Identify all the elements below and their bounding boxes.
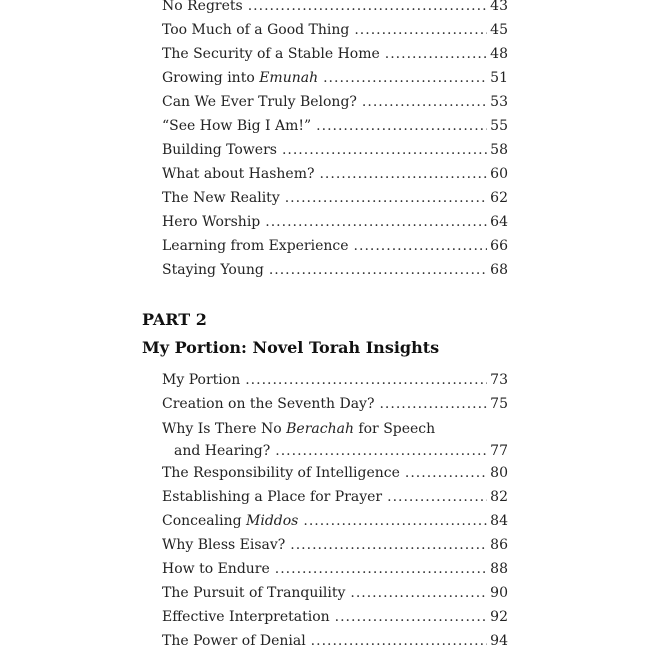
toc-entry-title: The Power of Denial: [162, 633, 306, 649]
toc-entry: [162, 533, 508, 557]
toc-leader-dots: [311, 629, 488, 650]
toc-leader-dots: [362, 90, 487, 114]
toc-leader-dots: [323, 66, 487, 90]
toc-page-number: 90: [490, 585, 508, 601]
toc-leader-dots: [405, 461, 487, 485]
toc-entry: [162, 509, 508, 533]
toc-entry: [162, 66, 508, 90]
toc-page-number: 51: [490, 70, 508, 86]
toc-entry-title: Creation on the Seventh Day?: [162, 396, 375, 412]
toc-entry: [162, 138, 508, 162]
toc-leader-dots: [335, 605, 488, 629]
toc-page-number: 58: [490, 142, 508, 158]
toc-leader-dots: [303, 509, 487, 533]
toc-leader-dots: [248, 0, 487, 18]
toc-entry-title: What about Hashem?: [162, 166, 315, 182]
toc-page-number: 84: [490, 513, 508, 529]
toc-leader-dots: [245, 368, 487, 392]
toc-entry: [162, 557, 508, 581]
toc-page-number: 77: [490, 443, 508, 459]
toc-entry: [162, 162, 508, 186]
toc-page-number: 66: [490, 238, 508, 254]
toc-entry-title: Staying Young: [162, 262, 264, 278]
toc-entry: [162, 485, 508, 509]
toc-entry-title: The Security of a Stable Home: [162, 46, 380, 62]
toc-entry-title-continuation: and Hearing?: [174, 443, 271, 459]
toc-leader-dots: [265, 210, 487, 234]
toc-leader-dots: [354, 18, 487, 42]
toc-page-number: 55: [490, 118, 508, 134]
part-title: My Portion: Novel Torah Insights: [142, 338, 440, 357]
toc-entry-title: Learning from Experience: [162, 238, 349, 254]
toc-page-number: 48: [490, 46, 508, 62]
toc-leader-dots: [275, 440, 487, 462]
toc-entry-title: [162, 66, 318, 90]
toc-entry-title: The New Reality: [162, 190, 280, 206]
toc-page-number: 43: [490, 0, 508, 14]
toc-entry-title: Building Towers: [162, 142, 277, 158]
toc-entry-title: [162, 509, 298, 533]
toc-page-number: 45: [490, 22, 508, 38]
toc-leader-dots: [350, 581, 487, 605]
toc-entry-title: How to Endure: [162, 561, 270, 577]
toc-entry-title-italic: Emunah: [259, 70, 319, 86]
toc-entry: [162, 90, 508, 114]
toc-page-number: 60: [490, 166, 508, 182]
toc-page-number: 86: [490, 537, 508, 553]
toc-entry: [162, 210, 508, 234]
toc-page-number: 62: [490, 190, 508, 206]
toc-entry-title-text: Growing into: [162, 70, 260, 86]
toc-page-number: 73: [490, 372, 508, 388]
toc-leader-dots: [285, 186, 487, 210]
toc-entry: [162, 605, 508, 629]
toc-leader-dots: [316, 114, 487, 138]
toc-leader-dots: [269, 258, 487, 282]
toc-entry-title-line1: [162, 418, 508, 440]
toc-entry-title-italic: Middos: [246, 513, 299, 529]
toc-entry: [162, 18, 508, 42]
toc-entry-title: Establishing a Place for Prayer: [162, 489, 383, 505]
toc-page-number: 82: [490, 489, 508, 505]
toc-page-number: 53: [490, 94, 508, 110]
toc-page-number: 94: [490, 633, 508, 649]
toc-entry-title: My Portion: [162, 372, 241, 388]
toc-leader-dots: [275, 557, 487, 581]
toc-entry: [162, 461, 508, 485]
toc-entry: [162, 186, 508, 210]
toc-leader-dots: [379, 392, 487, 416]
toc-leader-dots: [282, 138, 487, 162]
toc-entry-title: The Pursuit of Tranquility: [162, 585, 346, 601]
toc-leader-dots: [354, 234, 488, 258]
toc-entry: [162, 629, 508, 650]
toc-entry-title: Can We Ever Truly Belong?: [162, 94, 357, 110]
toc-entry-title-text: for Speech: [353, 421, 436, 437]
toc-entry-title: Too Much of a Good Thing: [162, 22, 350, 38]
toc-entry-title: Why Bless Eisav?: [162, 537, 286, 553]
toc-entry: [162, 418, 508, 462]
toc-entry-title: Hero Worship: [162, 214, 261, 230]
toc-leader-dots: [290, 533, 487, 557]
toc-page-number: 92: [490, 609, 508, 625]
toc-page-number: 64: [490, 214, 508, 230]
toc-page-number: 88: [490, 561, 508, 577]
toc-leader-dots: [319, 162, 487, 186]
toc-page-number: 80: [490, 465, 508, 481]
toc-entry: [162, 258, 508, 282]
toc-leader-dots: [385, 42, 487, 66]
toc-entry-title-text: Concealing: [162, 513, 247, 529]
toc-page-number: 68: [490, 262, 508, 278]
toc-entry: [162, 392, 508, 416]
toc-entry: [162, 0, 508, 18]
toc-leader-dots: [387, 485, 487, 509]
toc-entry-title: The Responsibility of Intelligence: [162, 465, 400, 481]
toc-entry: [162, 114, 508, 138]
toc-entry: [162, 42, 508, 66]
toc-entry-title: “See How Big I Am!”: [162, 118, 312, 134]
toc-entry: [162, 234, 508, 258]
toc-page-number: 75: [490, 396, 508, 412]
toc-entry: [162, 581, 508, 605]
part-label: PART 2: [142, 310, 207, 329]
toc-entry-title: Effective Interpretation: [162, 609, 330, 625]
toc-entry-title-text: Why Is There No: [162, 421, 287, 437]
toc-entry-title-italic: Berachah: [286, 421, 354, 437]
toc-entry-title: No Regrets: [162, 0, 243, 14]
toc-entry: [162, 368, 508, 392]
